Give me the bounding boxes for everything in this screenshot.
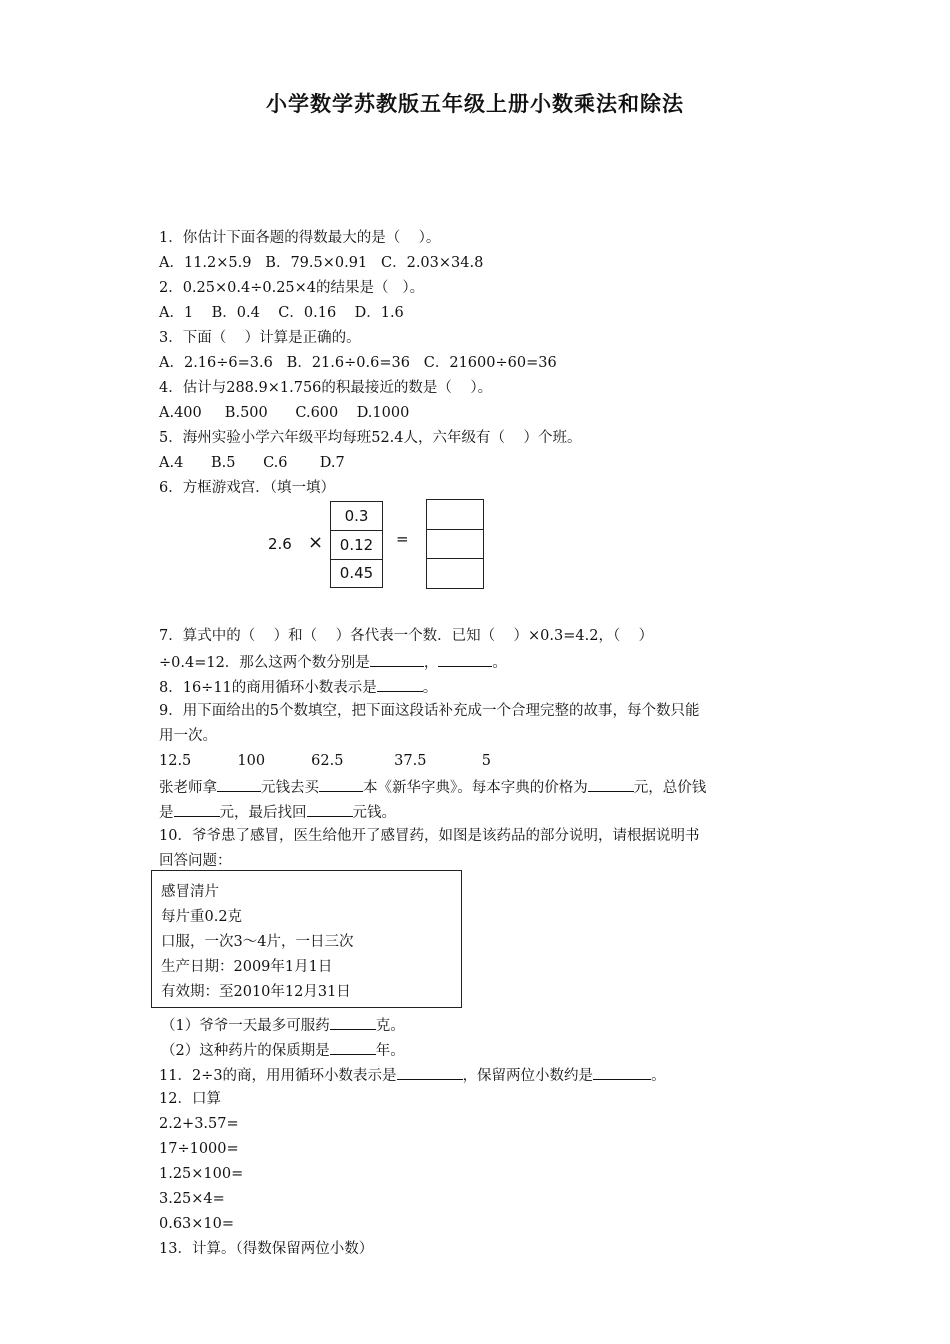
question-5-options: A.4 B.5 C.6 D.7 — [159, 455, 345, 471]
answer-blank[interactable] — [377, 676, 423, 692]
question-10-line2: 回答问题： — [159, 853, 232, 869]
question-3-stem: 3．下面（ ）计算是正确的。 — [159, 330, 361, 346]
question-2-options: A．1 B．0.4 C．0.16 D．1.6 — [159, 305, 404, 321]
answer-column — [426, 499, 484, 589]
answer-blank[interactable] — [438, 651, 492, 667]
question-4-options: A.400 B.500 C.600 D.1000 — [159, 405, 410, 421]
multiplier-cell: 0.45 — [331, 559, 382, 587]
answer-cell[interactable] — [427, 558, 483, 587]
medicine-name: 感冒清片 — [161, 884, 219, 900]
question-11: 11．2÷3的商，用用循环小数表示是 ，保留两位小数约是 。 — [159, 1064, 666, 1086]
answer-blank[interactable] — [174, 801, 220, 817]
medicine-label-box — [151, 870, 462, 1008]
question-9-numbers: 12.5 100 62.5 37.5 5 — [159, 753, 491, 769]
question-9-story-line1: 张老师拿 元钱去买 本《新华字典》。每本字典的价格为 元，总价钱 — [159, 776, 706, 798]
answer-blank[interactable] — [307, 801, 353, 817]
times-sign: × — [308, 532, 324, 553]
question-9-line2: 用一次。 — [159, 728, 217, 744]
question-3-options: A．2.16÷6=3.6 B．21.6÷0.6=36 C．21600÷60=36 — [159, 355, 557, 371]
tablet-weight: 每片重0.2克 — [161, 909, 243, 925]
question-4-stem: 4．估计与288.9×1.756的积最接近的数是（ ）。 — [159, 380, 493, 396]
expiry-date: 有效期：至2010年12月31日 — [161, 984, 351, 1000]
question-8: 8．16÷11的商用循环小数表示是 。 — [159, 676, 437, 698]
answer-cell[interactable] — [427, 529, 483, 558]
question-7-line2: ÷0.4=12．那么这两个数分别是 ， 。 — [159, 651, 507, 673]
question-2-stem: 2．0.25×0.4÷0.25×4的结果是（ ）。 — [159, 280, 425, 296]
question-1-stem: 1．你估计下面各题的得数最大的是（ ）。 — [159, 230, 441, 246]
oral-calc-item: 3.25×4= — [159, 1191, 225, 1207]
answer-blank[interactable] — [397, 1064, 463, 1080]
oral-calc-item: 17÷1000= — [159, 1141, 239, 1157]
oral-calc-item: 0.63×10= — [159, 1216, 235, 1232]
question-1-options: A．11.2×5.9 B．79.5×0.91 C．2.03×34.8 — [159, 255, 484, 271]
question-5-stem: 5．海州实验小学六年级平均每班52.4人，六年级有（ ）个班。 — [159, 430, 582, 446]
question-6-stem: 6．方框游戏宫．（填一填） — [159, 480, 335, 496]
dosage: 口服，一次3～4片，一日三次 — [161, 934, 354, 950]
multiplicand: 2.6 — [268, 535, 292, 553]
question-10-sub1: （1）爷爷一天最多可服药 克。 — [161, 1014, 405, 1036]
answer-blank[interactable] — [370, 651, 424, 667]
page-title: 小学数学苏教版五年级上册小数乘法和除法 — [266, 92, 684, 116]
question-13-stem: 13．计算。（得数保留两位小数） — [159, 1241, 374, 1257]
oral-calc-item: 1.25×100= — [159, 1166, 244, 1182]
answer-cell[interactable] — [427, 500, 483, 529]
answer-blank[interactable] — [319, 776, 363, 792]
question-10-line1: 10．爷爷患了感冒，医生给他开了感冒药，如图是该药品的部分说明，请根据说明书 — [159, 828, 700, 844]
question-10-sub2: （2）这种药片的保质期是 年。 — [161, 1039, 405, 1061]
answer-blank[interactable] — [330, 1039, 376, 1055]
answer-blank[interactable] — [593, 1064, 651, 1080]
production-date: 生产日期：2009年1月1日 — [161, 959, 333, 975]
multiplier-cell: 0.3 — [344, 507, 369, 525]
answer-blank[interactable] — [330, 1014, 376, 1030]
question-12-stem: 12．口算 — [159, 1091, 221, 1107]
multiplier-cell: 0.12 — [331, 530, 382, 559]
question-7-line1: 7．算式中的（ ）和（ ）各代表一个数．已知（ ）×0.3=4.2，（ ） — [159, 628, 654, 644]
oral-calc-item: 2.2+3.57= — [159, 1116, 239, 1132]
equals-sign: = — [396, 530, 409, 548]
question-9-line1: 9．用下面给出的5个数填空，把下面这段话补充成一个合理完整的故事，每个数只能 — [159, 703, 700, 719]
answer-blank[interactable] — [588, 776, 634, 792]
multiplier-column — [330, 501, 383, 588]
answer-blank[interactable] — [217, 776, 261, 792]
question-9-story-line2: 是 元，最后找回 元钱。 — [159, 801, 396, 823]
